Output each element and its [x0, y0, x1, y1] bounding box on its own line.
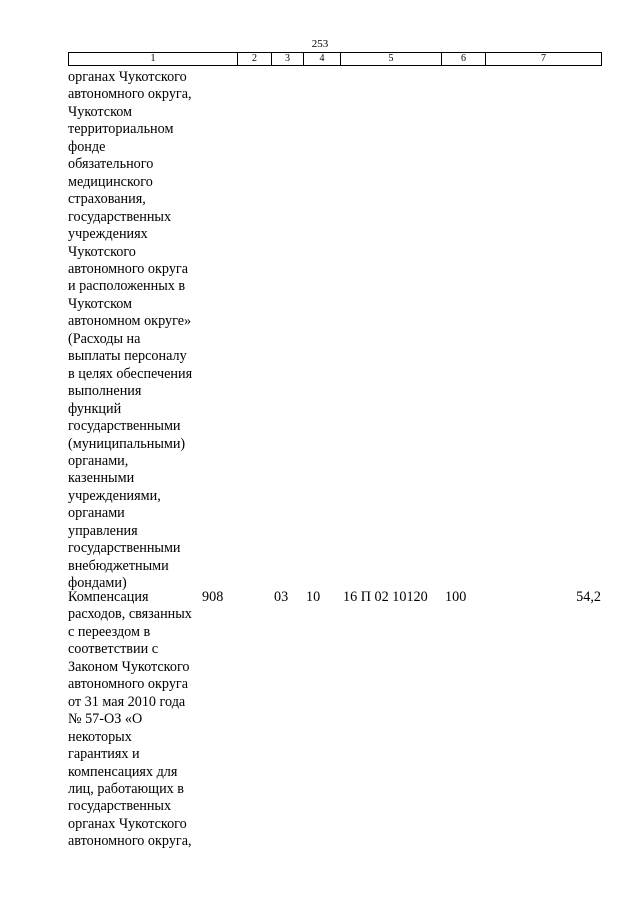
text-line: автономном округе»: [68, 313, 192, 330]
compensation-section-code: 03: [274, 589, 289, 605]
text-line: внебюджетными: [68, 557, 169, 574]
text-line: учреждениями,: [68, 487, 161, 504]
text-line: и расположенных в: [68, 278, 186, 295]
text-line: органами: [68, 505, 125, 522]
text-line: Чукотского: [68, 243, 136, 260]
text-line: гарантиях и: [68, 746, 140, 763]
text-line: автономного округа: [68, 676, 189, 693]
text-line: некоторых: [68, 728, 132, 745]
text-line: (муниципальными): [68, 435, 186, 452]
text-line: учреждениях: [68, 226, 148, 243]
column-number-2: 2: [238, 53, 272, 65]
text-line: Чукотском: [68, 295, 133, 312]
column-number-1: 1: [69, 53, 238, 65]
text-line: функций: [68, 400, 122, 417]
text-line: медицинского: [68, 173, 153, 190]
text-line: государственных: [68, 208, 172, 225]
text-line: № 57-ОЗ «О: [68, 711, 143, 728]
text-line: фондами): [68, 575, 127, 592]
compensation-target-article: 16 П 02 10120: [343, 589, 428, 605]
text-line: лиц, работающих в: [68, 780, 185, 797]
column-number-6: 6: [442, 53, 486, 65]
text-line: страхования,: [68, 191, 146, 208]
text-line: выполнения: [68, 383, 142, 400]
text-line: государственных: [68, 798, 172, 815]
text-line: государственными: [68, 418, 181, 435]
compensation-subsection-code: 10: [306, 589, 321, 605]
column-number-4: 4: [304, 53, 341, 65]
column-number-5: 5: [341, 53, 442, 65]
text-line: казенными: [68, 470, 135, 487]
text-line: Чукотском: [68, 103, 133, 120]
text-line: (Расходы на: [68, 330, 141, 347]
compensation-expense-type: 100: [445, 589, 467, 605]
column-number-header: [68, 52, 602, 66]
text-line: выплаты персоналу: [68, 348, 187, 365]
text-line: органами,: [68, 452, 129, 469]
continued-item-description: [68, 69, 192, 593]
text-line: фонде: [68, 138, 106, 155]
page-number: 253: [311, 38, 329, 50]
compensation-item-description: [68, 589, 192, 851]
text-line: компенсациях для: [68, 763, 178, 780]
text-line: Компенсация: [68, 589, 149, 605]
text-line: государственными: [68, 540, 181, 557]
text-line: территориальном: [68, 121, 174, 138]
column-number-7: 7: [541, 53, 546, 64]
text-line: автономного округа,: [68, 833, 192, 850]
text-line: расходов, связанных: [68, 606, 192, 623]
text-line: управления: [68, 522, 138, 539]
text-line: от 31 мая 2010 года: [68, 693, 186, 710]
text-line: Законом Чукотского: [68, 658, 190, 675]
column-number-3: 3: [272, 53, 304, 65]
text-line: автономного округа,: [68, 86, 192, 103]
text-line: органах Чукотского: [68, 815, 187, 832]
text-line: обязательного: [68, 156, 154, 173]
compensation-amount: 54,2: [576, 589, 601, 605]
text-line: в целях обеспечения: [68, 365, 193, 382]
compensation-ministry-code: 908: [202, 589, 224, 605]
text-line: соответствии с: [68, 641, 159, 658]
text-line: органах Чукотского: [68, 69, 187, 85]
text-line: с переездом в: [68, 623, 151, 640]
text-line: автономного округа: [68, 260, 189, 277]
